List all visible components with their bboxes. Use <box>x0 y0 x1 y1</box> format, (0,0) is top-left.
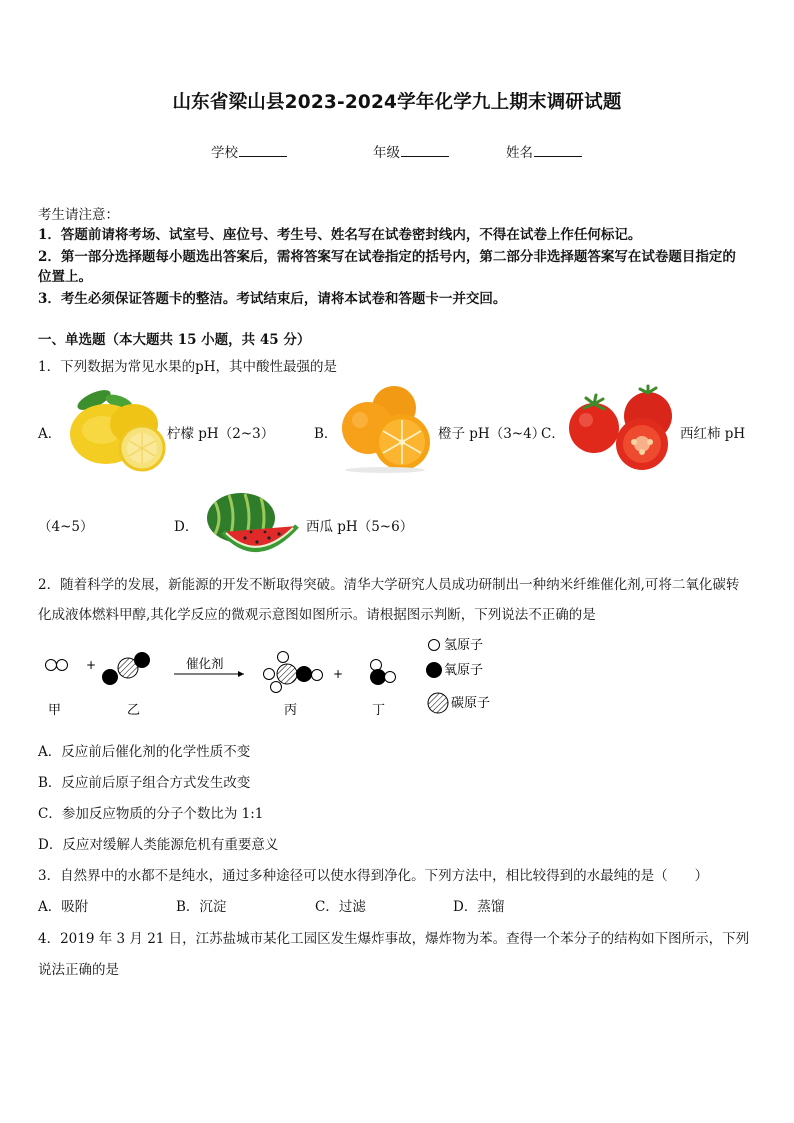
q2-option-a: A．反应前后催化剂的化学性质不变 <box>38 744 251 760</box>
notice-heading: 考生请注意： <box>38 207 119 223</box>
notice-item-2: 2．第一部分选择题每小题选出答案后，需将答案写在试卷指定的括号内，第二部分非选择题答案写在试卷题目指定的 <box>38 249 736 265</box>
q2-stem-line2: 化成液体燃料甲醇,其化学反应的微观示意图如图所示。请根据图示判断，下列说法不正确的是 <box>38 607 596 623</box>
diagram-legend <box>426 638 490 713</box>
school-label: 学校 <box>211 145 238 161</box>
name-field <box>506 141 582 161</box>
notice-item-3: 3．考生必须保证答题卡的整洁。考试结束后，请将本试卷和答题卡一并交回。 <box>38 291 507 307</box>
name-label: 姓名 <box>506 145 533 161</box>
label-bing: 丙 <box>284 703 298 718</box>
q1-option-a-letter: A． <box>38 426 62 442</box>
tomato-image <box>568 386 674 474</box>
notice-item-1: 1．答题前请将考场、试室号、座位号、考生号、姓名写在试卷密封线内，不得在试卷上作任何标记。 <box>38 227 642 243</box>
q1-option-c-letter: C． <box>541 426 565 442</box>
q3-option-b: B．沉淀 <box>176 899 227 915</box>
q3-option-a: A．吸附 <box>38 899 89 915</box>
plus-sign-1: + <box>86 658 97 672</box>
molecule-yi <box>102 652 150 685</box>
molecule-jia <box>46 660 68 671</box>
q1-option-b-letter: B． <box>314 426 338 442</box>
q3-stem: 3．自然界中的水都不是纯水，通过多种途径可以使水得到净化。下列方法中，相比较得到的水最纯的是（ ） <box>38 868 709 884</box>
label-jia: 甲 <box>48 703 62 718</box>
q1-option-c-text: 西红柿 pH <box>680 426 746 442</box>
grade-label: 年级 <box>373 145 400 161</box>
q2-option-b: B．反应前后原子组合方式发生改变 <box>38 775 251 791</box>
grade-field <box>373 141 449 161</box>
label-yi: 乙 <box>127 703 141 718</box>
name-blank <box>534 144 582 157</box>
q1-option-c-continuation: （4~5） <box>38 519 94 535</box>
watermelon-image <box>205 492 301 558</box>
q1-stem: 1．下列数据为常见水果的pH，其中酸性最强的是 <box>38 359 338 375</box>
grade-blank <box>401 144 449 157</box>
label-ding: 丁 <box>372 703 386 718</box>
lemon-image <box>64 390 168 474</box>
plus-sign-2: + <box>333 667 344 681</box>
reaction-arrow <box>174 671 244 677</box>
q4-stem-line1: 4．2019 年 3 月 21 日，江苏盐城市某化工园区发生爆炸事故，爆炸物为苯。查得一个苯分子的结构如下图所示，下列 <box>38 931 750 947</box>
orange-image <box>340 386 430 474</box>
q4-stem-line2: 说法正确的是 <box>38 962 119 978</box>
q2-stem-line1: 2．随着科学的发展，新能源的开发不断取得突破。清华大学研究人员成功研制出一种纳米纤维催化剂,可将二氧化碳转 <box>38 577 740 593</box>
q1-option-d-letter: D． <box>174 519 199 535</box>
molecule-bing <box>264 652 323 693</box>
q2-option-d: D．反应对缓解人类能源危机有重要意义 <box>38 837 279 853</box>
q1-option-a-text: 柠檬 pH（2~3） <box>167 426 275 442</box>
legend-carbon: 碳原子 <box>451 696 491 711</box>
q3-option-c: C．过滤 <box>315 899 366 915</box>
q1-option-d-text: 西瓜 pH（5~6） <box>306 519 414 535</box>
section-heading: 一、单选题（本大题共 15 小题，共 45 分） <box>38 332 311 348</box>
school-blank <box>239 144 287 157</box>
molecule-ding <box>370 660 396 686</box>
q2-option-c: C．参加反应物质的分子个数比为 1:1 <box>38 806 264 822</box>
reaction-diagram <box>38 636 508 726</box>
page-title: 山东省梁山县2023-2024学年化学九上期末调研试题 <box>172 92 622 113</box>
notice-item-2-cont: 位置上。 <box>38 269 92 285</box>
legend-oxygen: 氧原子 <box>444 663 484 678</box>
catalyst-label: 催化剂 <box>186 656 224 671</box>
school-field <box>211 141 287 161</box>
q3-option-d: D．蒸馏 <box>453 899 505 915</box>
q1-option-b-text: 橙子 pH（3~4） <box>438 426 546 442</box>
legend-hydrogen: 氢原子 <box>444 638 484 653</box>
